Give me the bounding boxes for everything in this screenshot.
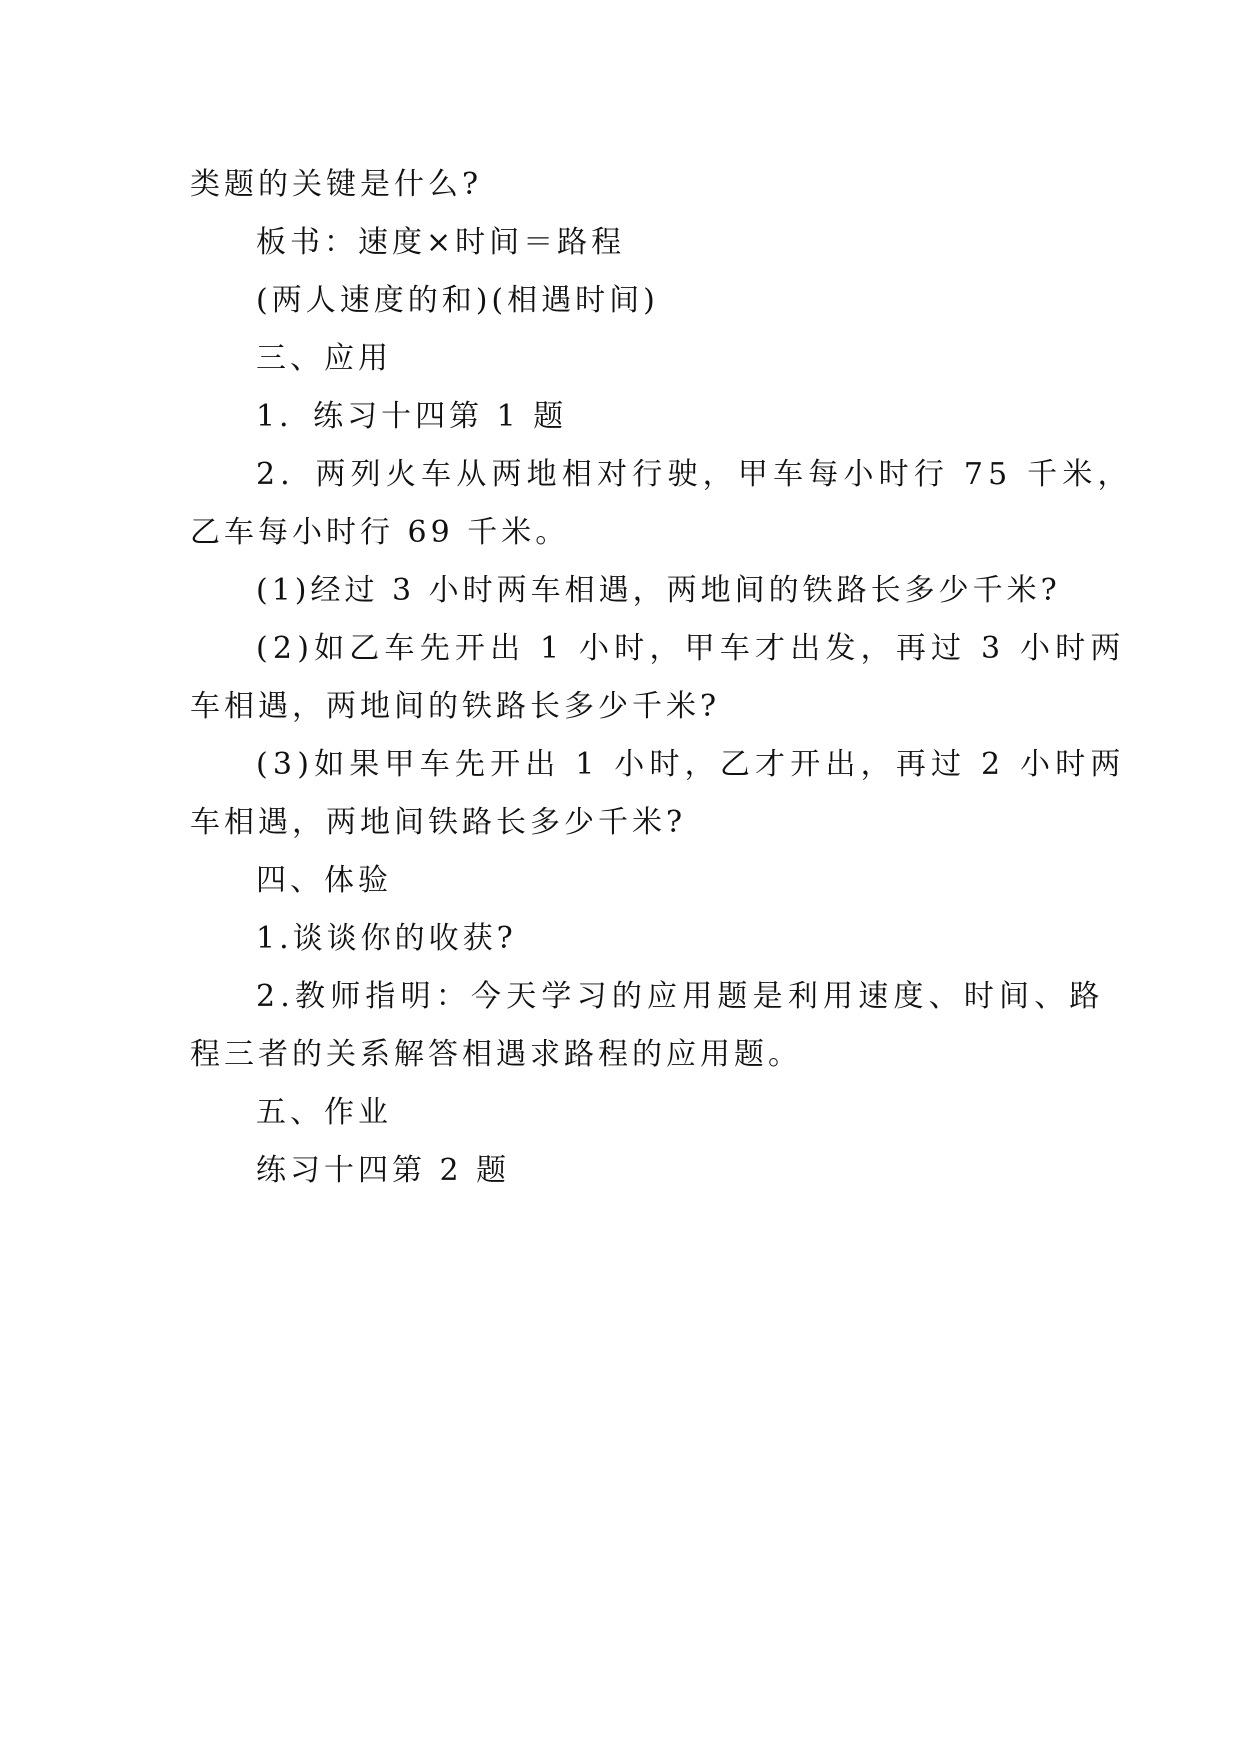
paragraph-line: 2．两列火车从两地相对行驶，甲车每小时行 75 千米， [256,457,1133,492]
document-body [190,156,1133,1200]
paragraph-line: (2)如乙车先开出 1 小时，甲车才出发，再过 3 小时两 [256,631,1126,666]
paragraph-line: (3)如果甲车先开出 1 小时，乙才开出，再过 2 小时两 [256,747,1126,782]
paragraph-line: (1)经过 3 小时两车相遇，两地间的铁路长多少千米? [256,573,1061,608]
paragraph-line: 板书：速度×时间＝路程 [256,225,626,260]
section-heading: 五、作业 [256,1095,392,1130]
paragraph-line: 车相遇，两地间铁路长多少千米? [190,805,687,840]
section-heading: 四、体验 [256,863,392,898]
paragraph-line: 类题的关键是什么? [190,167,483,202]
section-heading: 三、应用 [256,341,392,376]
paragraph-line: 乙车每小时行 69 千米。 [190,515,570,550]
paragraph-line: 1．练习十四第 1 题 [256,399,568,434]
paragraph-line: 2.教师指明：今天学习的应用题是利用速度、时间、路 [256,979,1105,1014]
paragraph-line: 1.谈谈你的收获? [256,921,517,956]
paragraph-line: 练习十四第 2 题 [256,1153,511,1188]
paragraph-line: 程三者的关系解答相遇求路程的应用题。 [190,1037,802,1072]
paragraph-line: 车相遇，两地间的铁路长多少千米? [190,689,721,724]
paragraph-line: (两人速度的和)(相遇时间) [256,283,659,318]
